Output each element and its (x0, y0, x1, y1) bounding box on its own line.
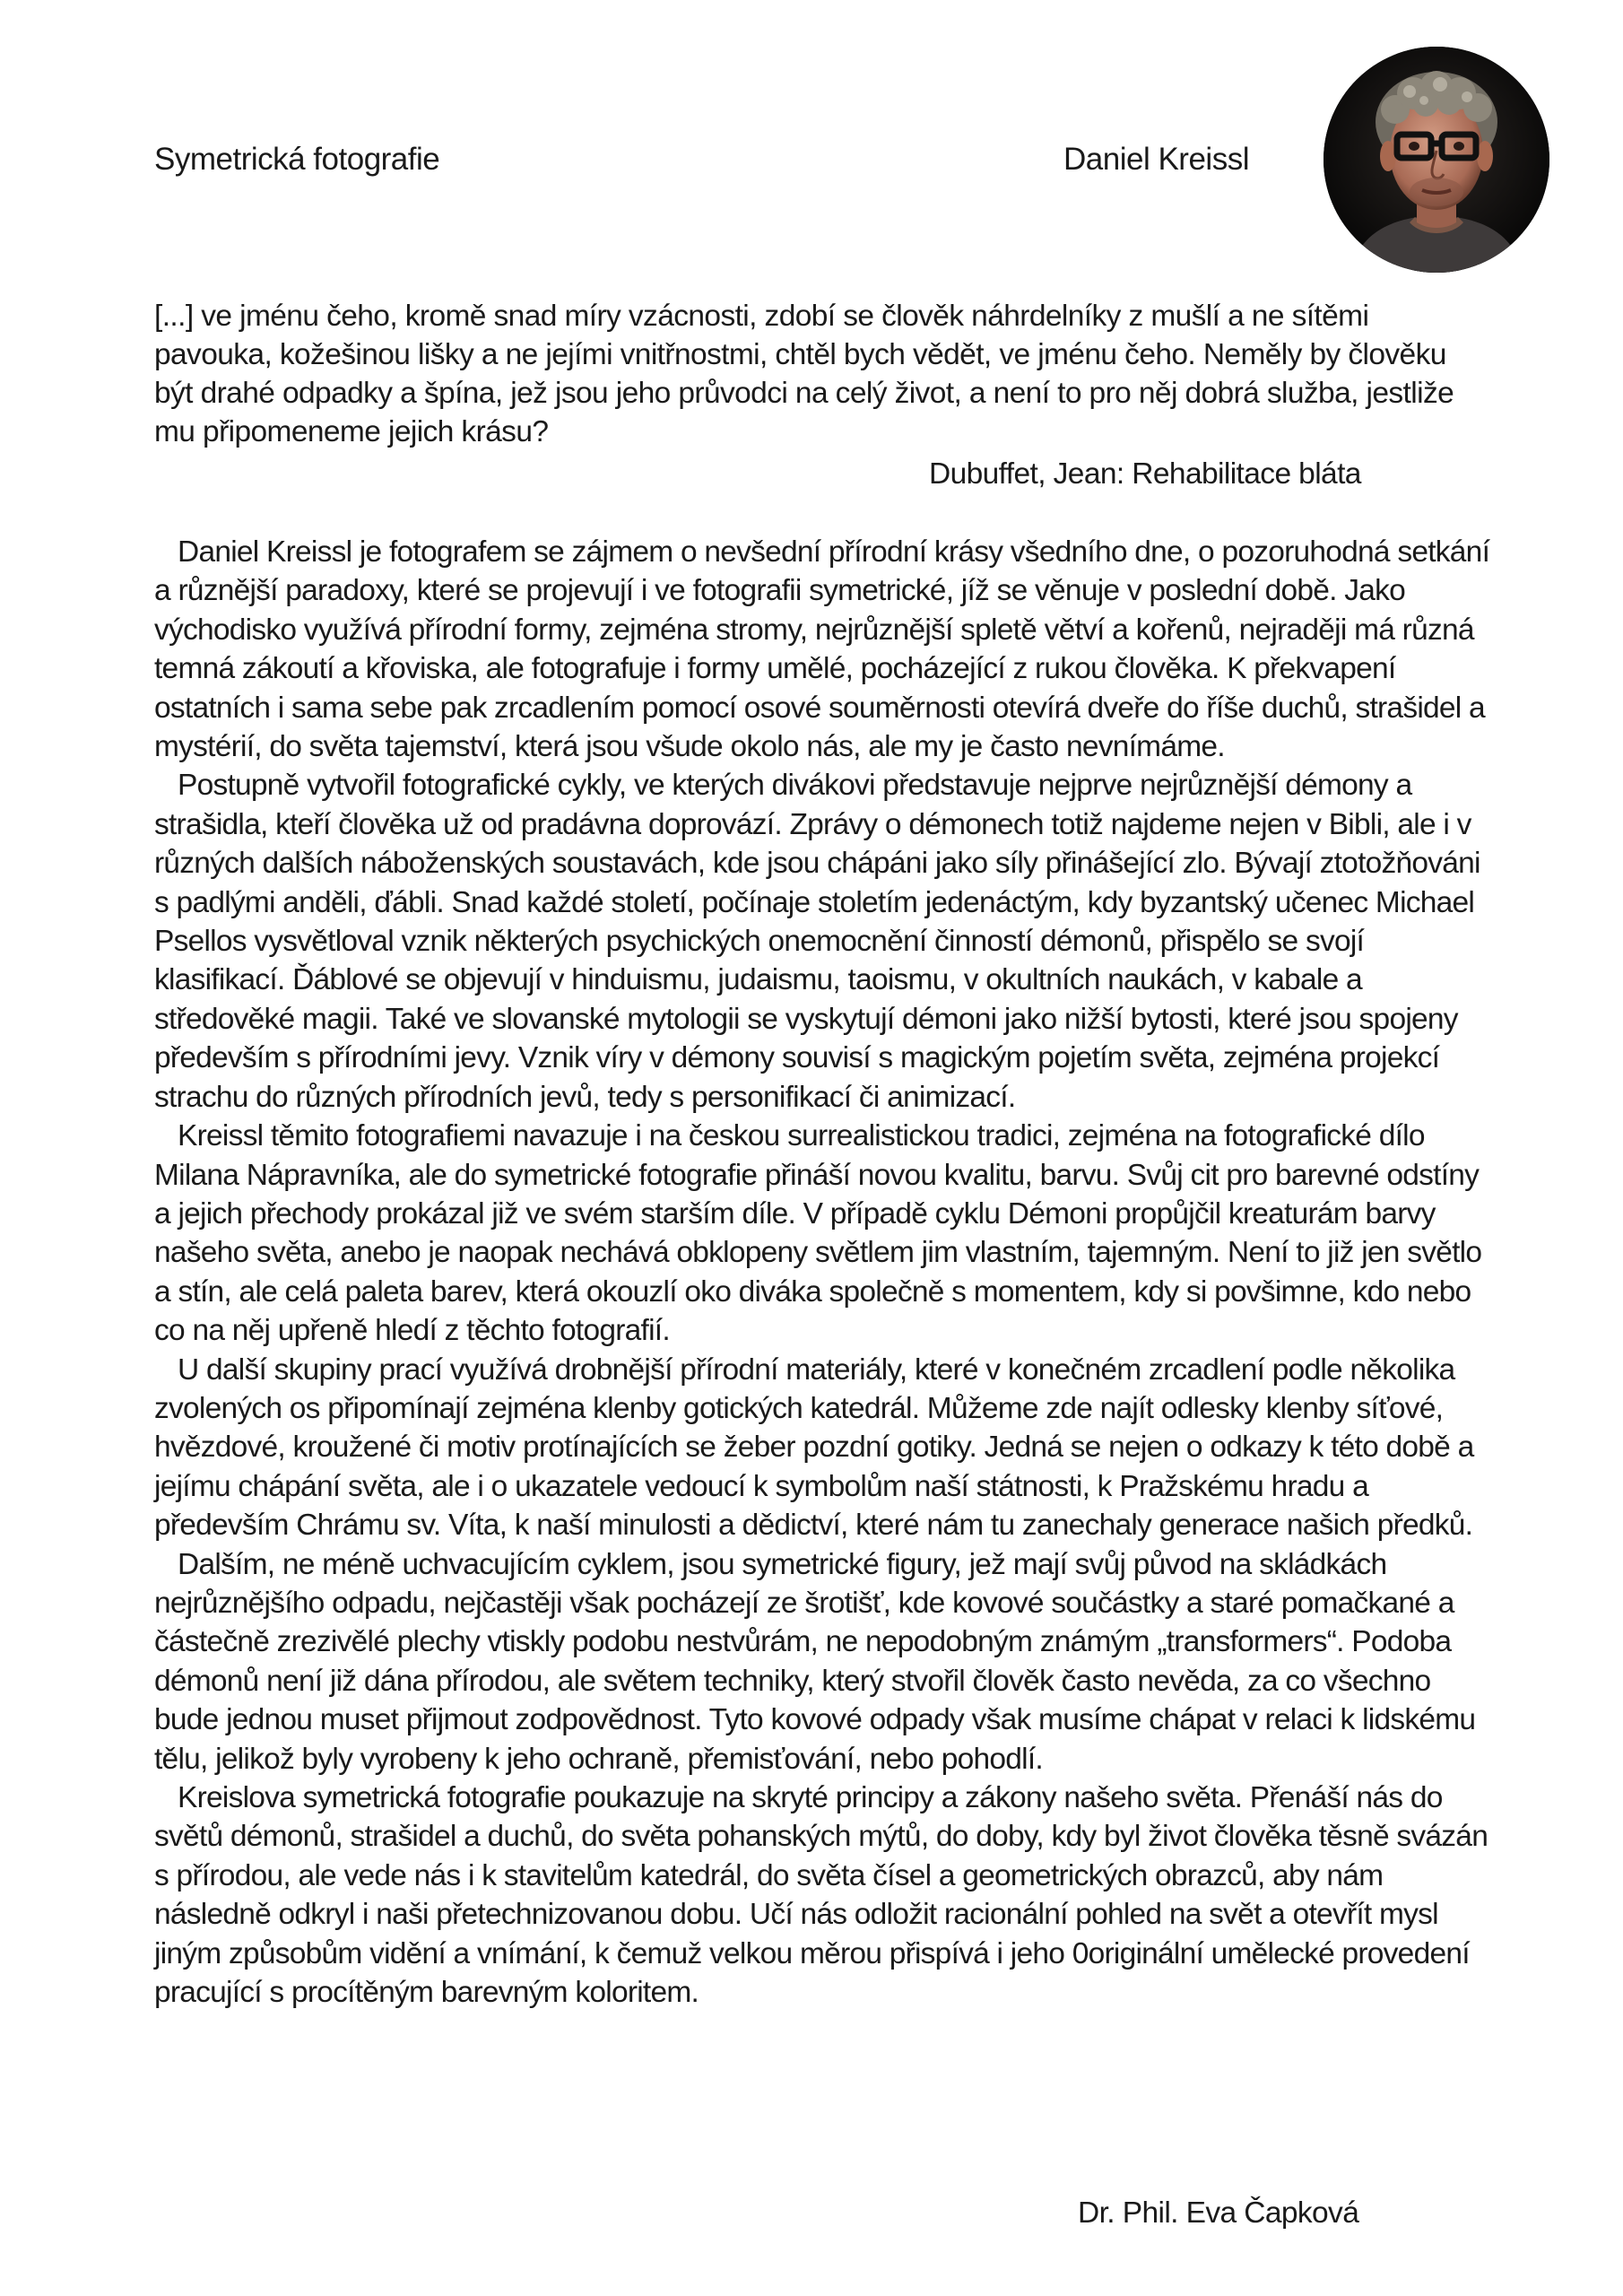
paragraph: Kreislova symetrická fotografie poukazuje na skryté principy a zákony našeho světa. Přenáší nás do světů démonů, strašidel a duchů, do světa pohanských mýtů, do doby, kdy byl život člověka těsně svázán s přírodou, ale vede nás i k stavitelům katedrál, do světa čísel a geometrických obrazců, aby nám následně odkryl i naši přetechnizovanou dobu. Učí nás odložit racionální pohled na svět a otevřít mysl jiným způsobům vidění a vnímání, k čemuž velkou měrou přispívá i jeho 0originální umělecké provedení pracující s procítěným barevným koloritem. (154, 1781, 1488, 2010)
article-body (154, 533, 1492, 2012)
author-signature: Dr. Phil. Eva Čapková (1078, 2196, 1359, 2230)
paragraph: Daniel Kreissl je fotografem se zájmem o nevšední přírodní krásy všedního dne, o pozoruhodná setkání a různější paradoxy, které se projevují i ve fotografii symetrické, jíž se věnuje v poslední době. Jako východisko využívá přírodní formy, zejména stromy, nejrůznější spletě větví a kořenů, nejraději má různá temná zákoutí a křoviska, ale fotografuje i formy umělé, pocházející z rukou člověka. K překvapení ostatních i sama sebe pak zrcadlením pomocí osové souměrnosti otevírá dveře do říše duchů, strašidel a mystérií, do světa tajemství, která jsou všude okolo nás, ale my je často nevnímáme. (154, 535, 1490, 764)
artist-portrait-photo (1324, 47, 1549, 273)
epigraph-quote: [...] ve jménu čeho, kromě snad míry vzácnosti, zdobí se člověk náhrdelníky z mušlí a ne sítěmi pavouka, kožešinou lišky a ne jejími vnitřnostmi, chtěl bych vědět, ve jménu čeho. Neměly by člověku být drahé odpadky a špína, jež jsou jeho průvodci na celý život, a není to pro něj dobrá služba, jestliže mu připomeneme jejich krásu? (154, 300, 1454, 448)
document-title: Symetrická fotografie (154, 142, 440, 177)
paragraph: Postupně vytvořil fotografické cykly, ve kterých divákovi představuje nejprve nejrůznější démony a strašidla, kteří člověka už od pradávna doprovází. Zprávy o démonech totiž najdeme nejen v Bibli, ale i v různých dalších náboženských soustavách, kde jsou chápáni jako síly přinášející zlo. Bývají ztotožňováni s padlými anděli, ďábli. Snad každé století, počínaje stoletím jedenáctým, kdy byzantský učenec Michael Psellos vysvětloval vznik některých psychických onemocnění činností démonů, přispělo se svojí klasifikací. Ďáblové se objevují v hinduismu, judaismu, taoismu, v okultních naukách, v kabale a středověké magii. Také ve slovanské mytologii se vyskytují démoni jako nižší bytosti, které jsou spojeny především s přírodními jevy. Vznik víry v démony souvisí s magickým pojetím světa, zejména projekcí strachu do různých přírodních jevů, tedy s personifikací či animizací. (154, 769, 1480, 1114)
epigraph-source: Dubuffet, Jean: Rehabilitace bláta (929, 457, 1361, 491)
artist-name: Daniel Kreissl (1063, 142, 1249, 177)
paragraph: Kreissl těmito fotografiemi navazuje i na českou surrealistickou tradici, zejména na fotografické dílo Milana Nápravníka, ale do symetrické fotografie přináší novou kvalitu, barvu. Svůj cit pro barevné odstíny a jejich přechody prokázal již ve svém starším díle. V případě cyklu Démoni propůjčil kreaturám barvy našeho světa, anebo je naopak nechává obklopeny světlem jim vlastním, tajemným. Není to již jen světlo a stín, ale celá paleta barev, která okouzlí oko diváka společně s momentem, kdy si povšimne, kdo nebo co na něj upřeně hledí z těchto fotografií. (154, 1119, 1482, 1348)
paragraph: Dalším, ne méně uchvacujícím cyklem, jsou symetrické figury, jež mají svůj původ na skládkách nejrůznějšího odpadu, nejčastěji však pocházejí ze šrotišť, kde kovové součástky a staré pomačkané a částečně zrezivělé plechy vtiskly podobu nestvůrám, ne nepodobným známým „transformers“. Podoba démonů není již dána přírodou, ale světem techniky, který stvořil člověk často nevěda, za co všechno bude jednou muset přijmout zodpovědnost. Tyto kovové odpady však musíme chápat v relaci k lidskému tělu, jelikož byly vyrobeny k jeho ochraně, přemisťování, nebo pohodlí. (154, 1547, 1476, 1776)
paragraph: U další skupiny prací využívá drobnější přírodní materiály, které v konečném zrcadlení podle několika zvolených os připomínají zejména klenby gotických katedrál. Můžeme zde najít odlesky klenby síťové, hvězdové, kroužené či motiv protínajících se žeber pozdní gotiky. Jedná se nejen o odkazy k této době a jejímu chápání světa, ale i o ukazatele vedoucí k symbolům naší státnosti, k Pražskému hradu a především Chrámu sv. Víta, k naší minulosti a dědictví, které nám tu zanechaly generace našich předků. (154, 1352, 1474, 1543)
